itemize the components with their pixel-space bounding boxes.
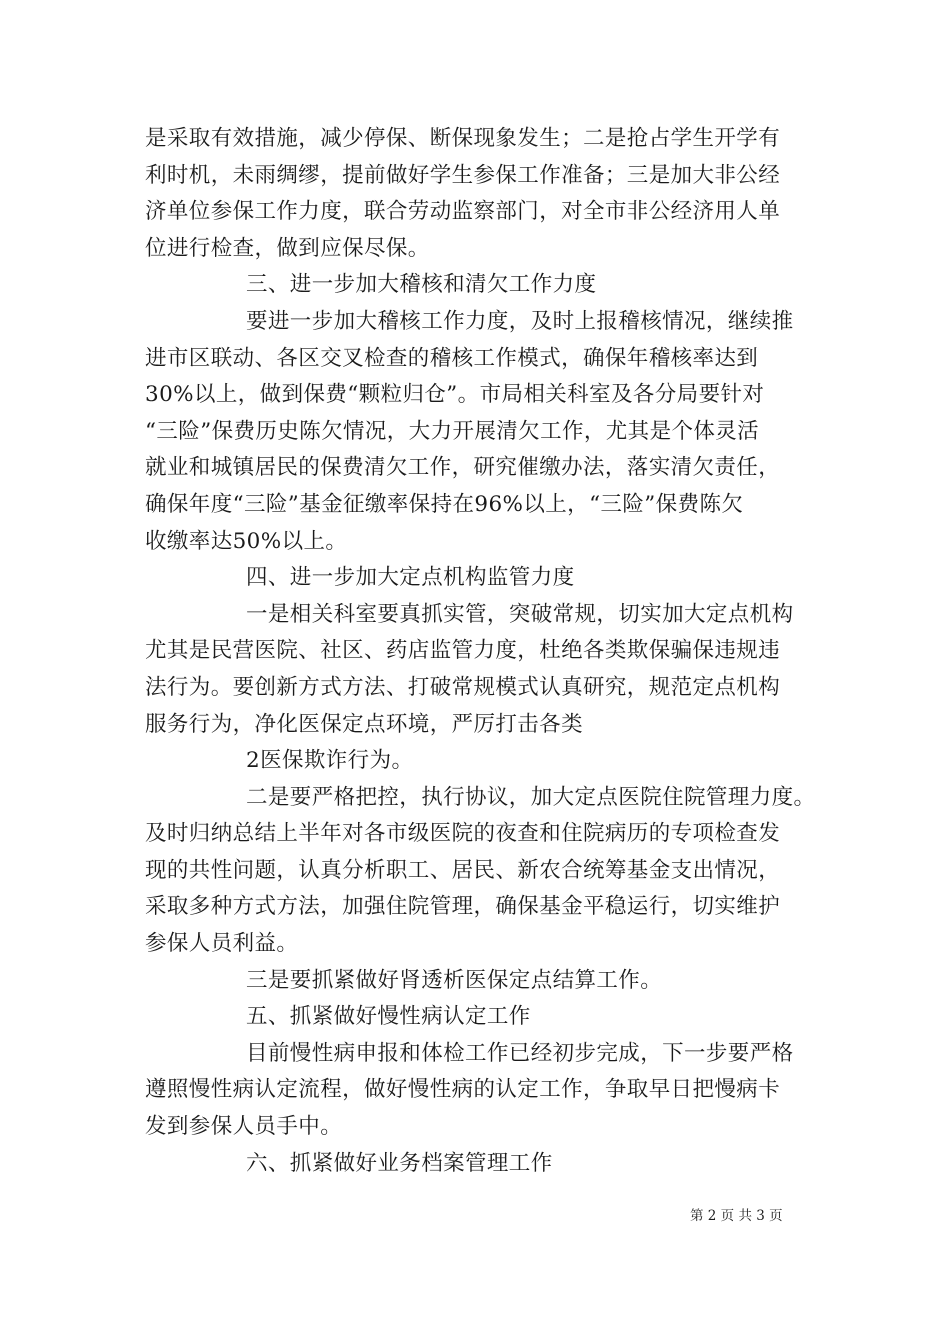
- text-line: 及时归纳总结上半年对各市级医院的夜查和住院病历的专项检查发: [145, 821, 781, 847]
- text-line: 三是要抓紧做好肾透析医保定点结算工作。: [246, 967, 663, 993]
- text-line: 进市区联动、各区交叉检查的稽核工作模式，确保年稽核率达到: [145, 345, 759, 371]
- text-line: 一是相关科室要真抓实管，突破常规，切实加大定点机构: [246, 601, 794, 627]
- text-line: 利时机，未雨绸缪，提前做好学生参保工作准备；三是加大非公经: [145, 162, 781, 188]
- page-number-footer: 第 2 页 共 3 页: [690, 1208, 783, 1224]
- section-heading: 五、抓紧做好慢性病认定工作: [246, 1004, 531, 1030]
- text-line: 二是要严格把控，执行协议，加大定点医院住院管理力度。: [246, 784, 816, 810]
- text-line: 收缴率达50%以上。: [145, 528, 348, 554]
- text-line: 就业和城镇居民的保费清欠工作，研究催缴办法，落实清欠责任，: [145, 455, 781, 481]
- text-line: 目前慢性病申报和体检工作已经初步完成，下一步要严格: [246, 1040, 794, 1066]
- text-line: 要进一步加大稽核工作力度，及时上报稽核情况，继续推: [246, 308, 794, 334]
- text-line: 30%以上，做到保费“颗粒归仓”。市局相关科室及各分局要针对: [145, 382, 765, 408]
- text-line: 采取多种方式方法，加强住院管理，确保基金平稳运行，切实维护: [145, 894, 781, 920]
- text-line: 发到参保人员手中。: [145, 1114, 343, 1140]
- text-line: 是采取有效措施，减少停保、断保现象发生；二是抢占学生开学有: [145, 126, 781, 151]
- section-heading: 六、抓紧做好业务档案管理工作: [246, 1150, 553, 1176]
- section-heading: 四、进一步加大定点机构监管力度: [246, 565, 575, 591]
- text-line: 现的共性问题，认真分析职工、居民、新农合统筹基金支出情况，: [145, 857, 781, 883]
- text-line: 遵照慢性病认定流程，做好慢性病的认定工作，争取早日把慢病卡: [145, 1077, 781, 1103]
- text-line: 济单位参保工作力度，联合劳动监察部门，对全市非公经济用人单: [145, 199, 781, 225]
- section-heading: 三、进一步加大稽核和清欠工作力度: [246, 272, 597, 298]
- text-line: 2医保欺诈行为。: [246, 748, 414, 774]
- text-line: 确保年度“三险”基金征缴率保持在96%以上，“三险”保费陈欠: [145, 491, 744, 517]
- document-body: [145, 121, 816, 1182]
- text-line: 法行为。要创新方式方法、打破常规模式认真研究，规范定点机构: [145, 674, 781, 700]
- text-line: 参保人员利益。: [145, 931, 299, 957]
- text-line: “三险”保费历史陈欠情况，大力开展清欠工作，尤其是个体灵活: [145, 418, 760, 444]
- text-line: 服务行为，净化医保定点环境，严厉打击各类: [145, 711, 584, 737]
- text-line: 位进行检查，做到应保尽保。: [145, 235, 430, 261]
- text-line: 尤其是民营医院、社区、药店监管力度，杜绝各类欺保骗保违规违: [145, 638, 781, 664]
